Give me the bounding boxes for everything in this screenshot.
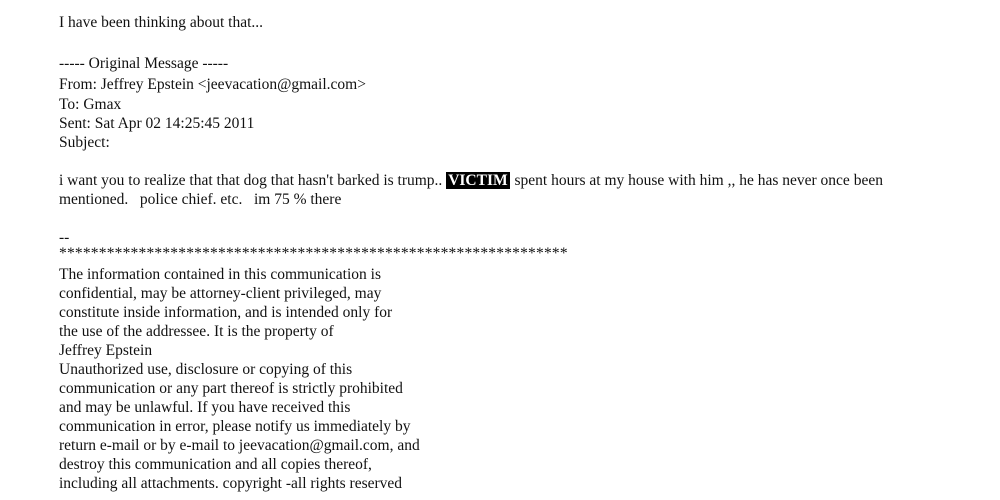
body-line-1-before: i want you to realize that that dog that hasn't barked is trump..: [59, 172, 447, 189]
disclaimer-line: return e-mail or by e-mail to jeevacation@gmail.com, and: [59, 437, 420, 454]
reply-text: I have been thinking about that...: [59, 14, 264, 31]
disclaimer-line: confidential, may be attorney-client privileged, may: [59, 285, 382, 302]
redaction-box: VICTIM: [448, 172, 508, 189]
disclaimer-line: communication or any part thereof is strictly prohibited: [59, 380, 403, 397]
subject-line: Subject:: [59, 134, 110, 151]
disclaimer-line: the use of the addressee. It is the property of: [59, 323, 334, 340]
from-line: From: Jeffrey Epstein <jeevacation@gmail.com>: [59, 76, 366, 93]
body-line-2: mentioned. police chief. etc. im 75 % there: [59, 191, 342, 208]
disclaimer-line: constitute inside information, and is intended only for: [59, 304, 393, 321]
disclaimer-line: The information contained in this communication is: [59, 266, 381, 283]
to-line: To: Gmax: [59, 96, 122, 113]
disclaimer-line: destroy this communication and all copies thereof,: [59, 456, 372, 473]
disclaimer-line: Jeffrey Epstein: [59, 342, 153, 359]
body-line-1-after: spent hours at my house with him ,, he has never once been: [510, 172, 883, 189]
disclaimer-line: including all attachments. copyright -all rights reserved: [59, 475, 403, 492]
disclaimer-line: communication in error, please notify us immediately by: [59, 418, 411, 435]
sent-line: Sent: Sat Apr 02 14:25:45 2011: [59, 115, 255, 132]
signature-dashes: --: [59, 229, 70, 246]
signature-separator: ****************************************************************: [59, 245, 568, 262]
disclaimer-line: and may be unlawful. If you have received this: [59, 399, 351, 416]
disclaimer-line: Unauthorized use, disclosure or copying of this: [59, 361, 353, 378]
original-message-header: ----- Original Message -----: [59, 55, 229, 72]
body-line-1: [59, 171, 883, 190]
